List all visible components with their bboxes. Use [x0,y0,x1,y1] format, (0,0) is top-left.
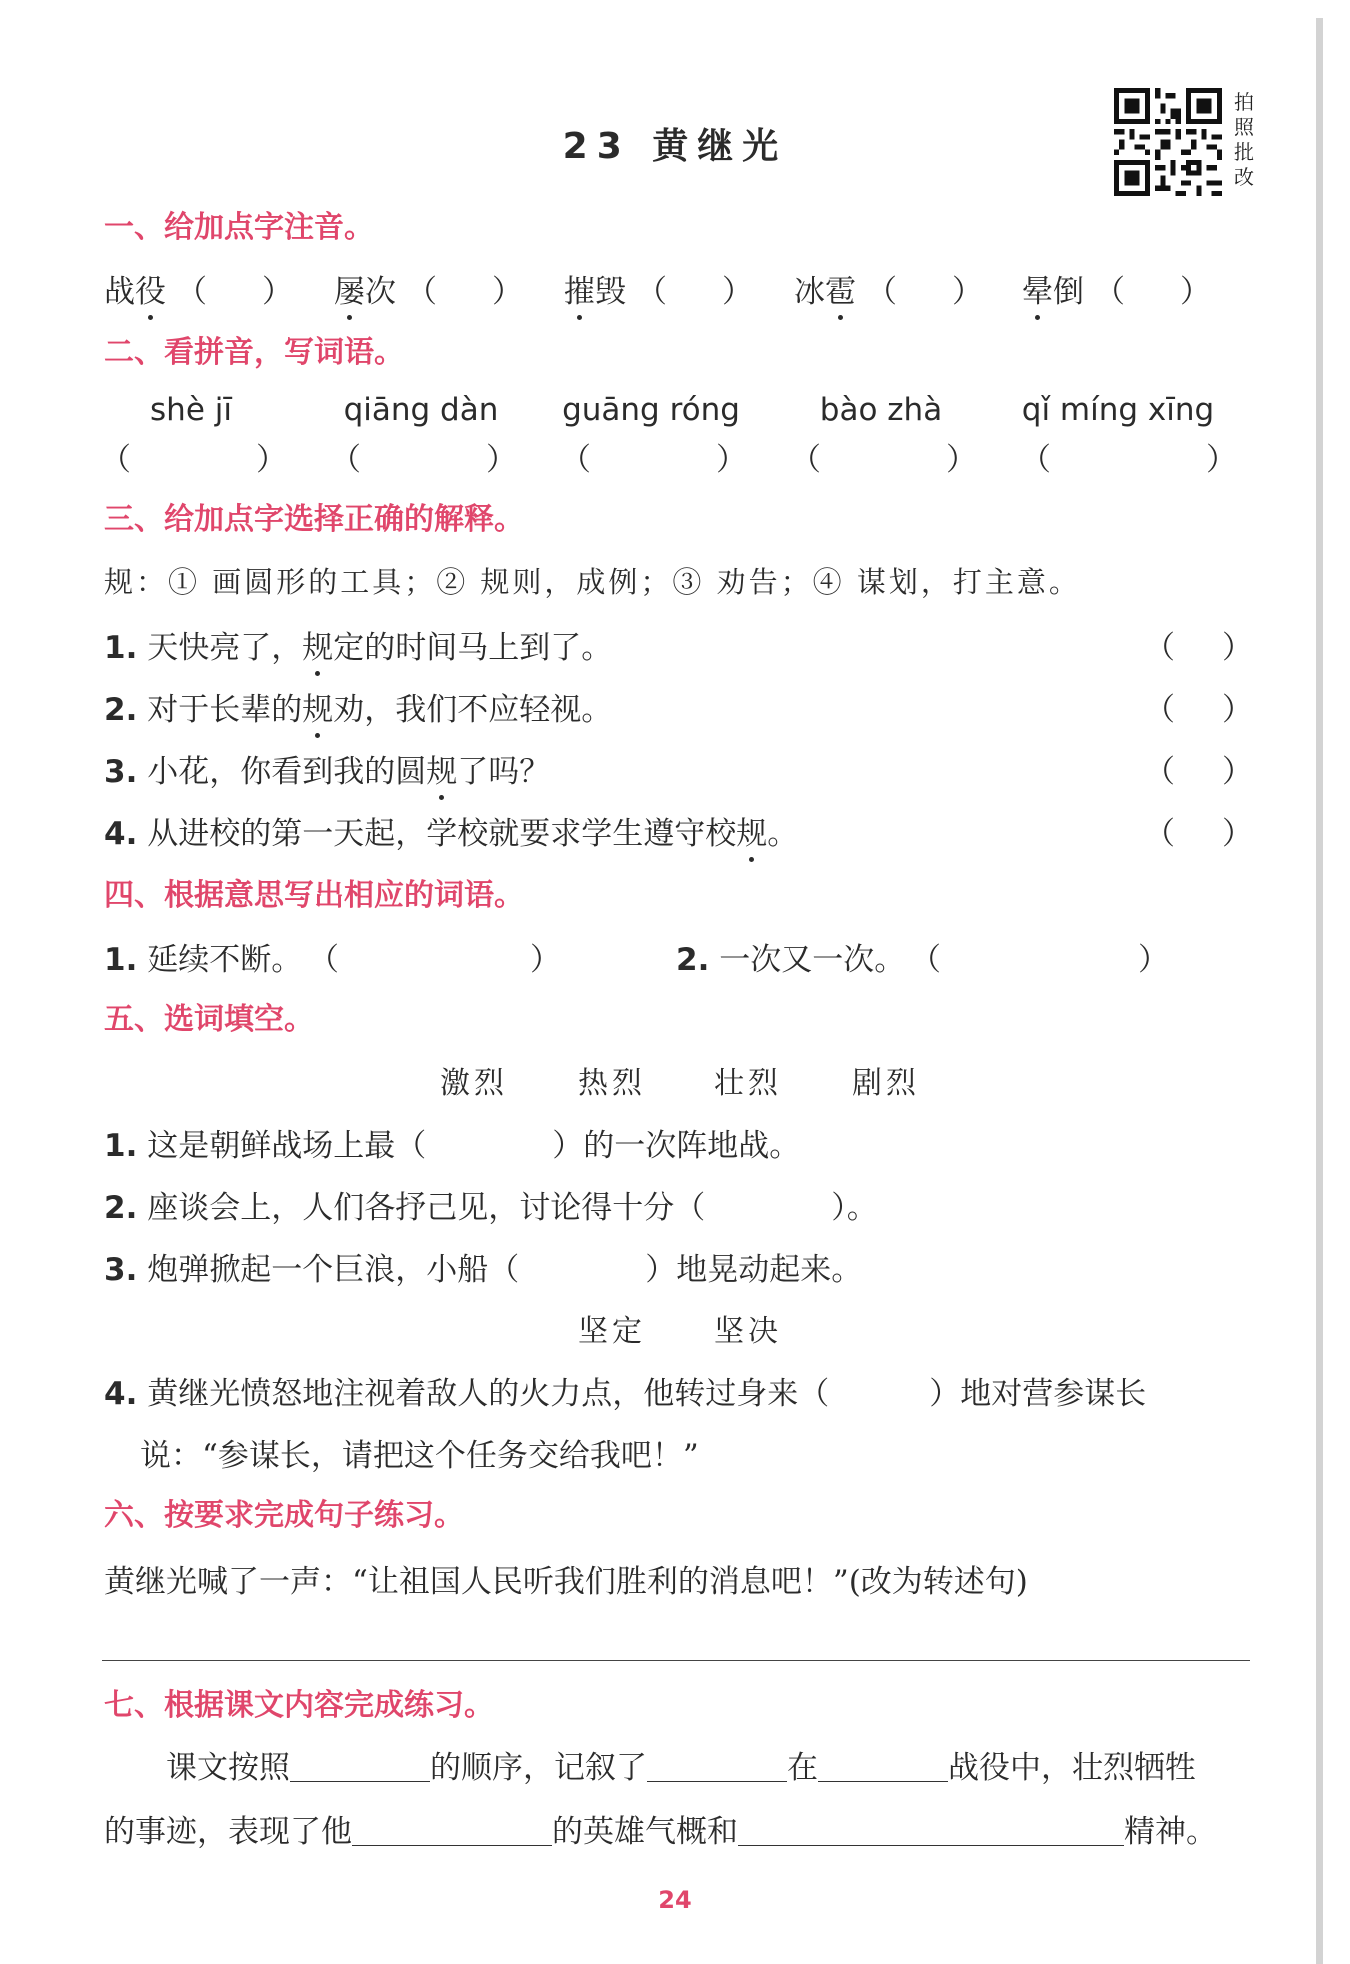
section6-heading: 六、按要求完成句子练习。 [104,1498,464,1533]
section5-heading: 五、选词填空。 [104,1002,314,1037]
rewrite-sentence: 黄继光喊了一声：“让祖国人民听我们胜利的消息吧！”(改为转述句) [104,1564,1028,1600]
word-option: 激烈 [440,1066,508,1101]
word-option: 剧烈 [852,1066,920,1101]
fill-sentence-4: 4. 黄继光愤怒地注视着敌人的火力点，他转过身来（ ）地对营参谋长 [104,1376,1147,1412]
answer-blank[interactable]: （ [1020,442,1051,478]
question-1: 1. 天快亮了，规定的时间马上到了。 [104,622,612,667]
summary-line-2: 的事迹，表现了他 的英雄气概和 精神。 [104,1814,1217,1850]
answer-blank[interactable]: （ [560,442,591,478]
answer-line[interactable] [102,1660,1250,1661]
pinyin-3: guāng róng [562,392,740,428]
phonetic-item-5: 晕倒 [1022,266,1084,311]
fill-sentence-2: 2. 座谈会上，人们各抒己见，讨论得十分（ ）。 [104,1190,878,1226]
question-4: 4. 从进校的第一天起，学校就要求学生遵守校规。 [104,808,798,853]
page-number: 24 [658,1886,692,1914]
pinyin-2: qiāng dàn [343,392,499,428]
answer-blank[interactable] [818,1751,948,1782]
answer-blank[interactable]: （ [308,942,339,978]
word-option: 壮烈 [714,1066,782,1101]
answer-blank[interactable]: （ [1144,692,1175,728]
word-option: 坚决 [714,1314,782,1349]
definition-list: 规：① 画圆形的工具；② 规则，成例；③ 劝告；④ 谋划，打主意。 [104,565,1081,599]
answer-blank[interactable]: （ [1094,274,1125,310]
phonetic-item-3: 摧毁 [564,266,626,311]
phonetic-item-2: 屡次 [334,266,396,311]
answer-blank[interactable]: （ [910,942,941,978]
question-3: 3. 小花，你看到我的圆规了吗？ [104,746,550,791]
qr-label: 拍 照 批 改 [1234,90,1254,189]
word-option: 热烈 [578,1066,646,1101]
fill-sentence-4-line2: 说：“参谋长，请把这个任务交给我吧！” [140,1438,699,1474]
answer-blank[interactable] [647,1751,787,1782]
answer-blank[interactable]: （ [1144,816,1175,852]
section3-heading: 三、给加点字选择正确的解释。 [104,502,524,537]
phonetic-item-1: 战役 [104,266,166,311]
summary-line-1: 课文按照 的顺序，记叙了 在 战役中，壮烈牺牲 [166,1750,1196,1786]
section1-heading: 一、给加点字注音。 [104,210,374,245]
section4-heading: 四、根据意思写出相应的词语。 [104,878,524,913]
qr-code [1114,88,1222,196]
phonetic-item-4: 冰雹 [794,266,856,311]
section7-heading: 七、根据课文内容完成练习。 [104,1688,494,1723]
question-2: 2. 对于长辈的规劝，我们不应轻视。 [104,684,612,729]
section2-heading: 二、看拼音，写词语。 [104,335,404,370]
pinyin-5: qǐ míng xīng [1021,392,1215,428]
pinyin-1: shè jī [150,392,232,428]
answer-blank[interactable]: （ [100,442,131,478]
answer-blank[interactable]: （ [636,274,667,310]
fill-sentence-1: 1. 这是朝鲜战场上最（ ）的一次阵地战。 [104,1128,801,1164]
answer-blank[interactable]: （ [406,274,437,310]
fill-sentence-3: 3. 炮弹掀起一个巨浪，小船（ ）地晃动起来。 [104,1252,863,1288]
answer-blank[interactable]: （ [330,442,361,478]
pinyin-4: bào zhà [819,392,943,428]
answer-blank[interactable]: （ [1144,630,1175,666]
meaning-item-1: 1. 延续不断。 [104,942,303,978]
answer-blank[interactable]: （ [790,442,821,478]
answer-blank[interactable] [738,1815,1124,1846]
answer-blank[interactable] [352,1815,552,1846]
answer-blank[interactable]: （ [176,274,207,310]
answer-blank[interactable] [290,1751,430,1782]
answer-blank[interactable]: （ [866,274,897,310]
word-option: 坚定 [578,1314,646,1349]
meaning-item-2: 2. 一次又一次。 [676,942,906,978]
answer-blank[interactable]: （ [1144,754,1175,790]
page-edge-shadow [1316,18,1323,1964]
page-title: 23 黄继光 [562,126,788,167]
